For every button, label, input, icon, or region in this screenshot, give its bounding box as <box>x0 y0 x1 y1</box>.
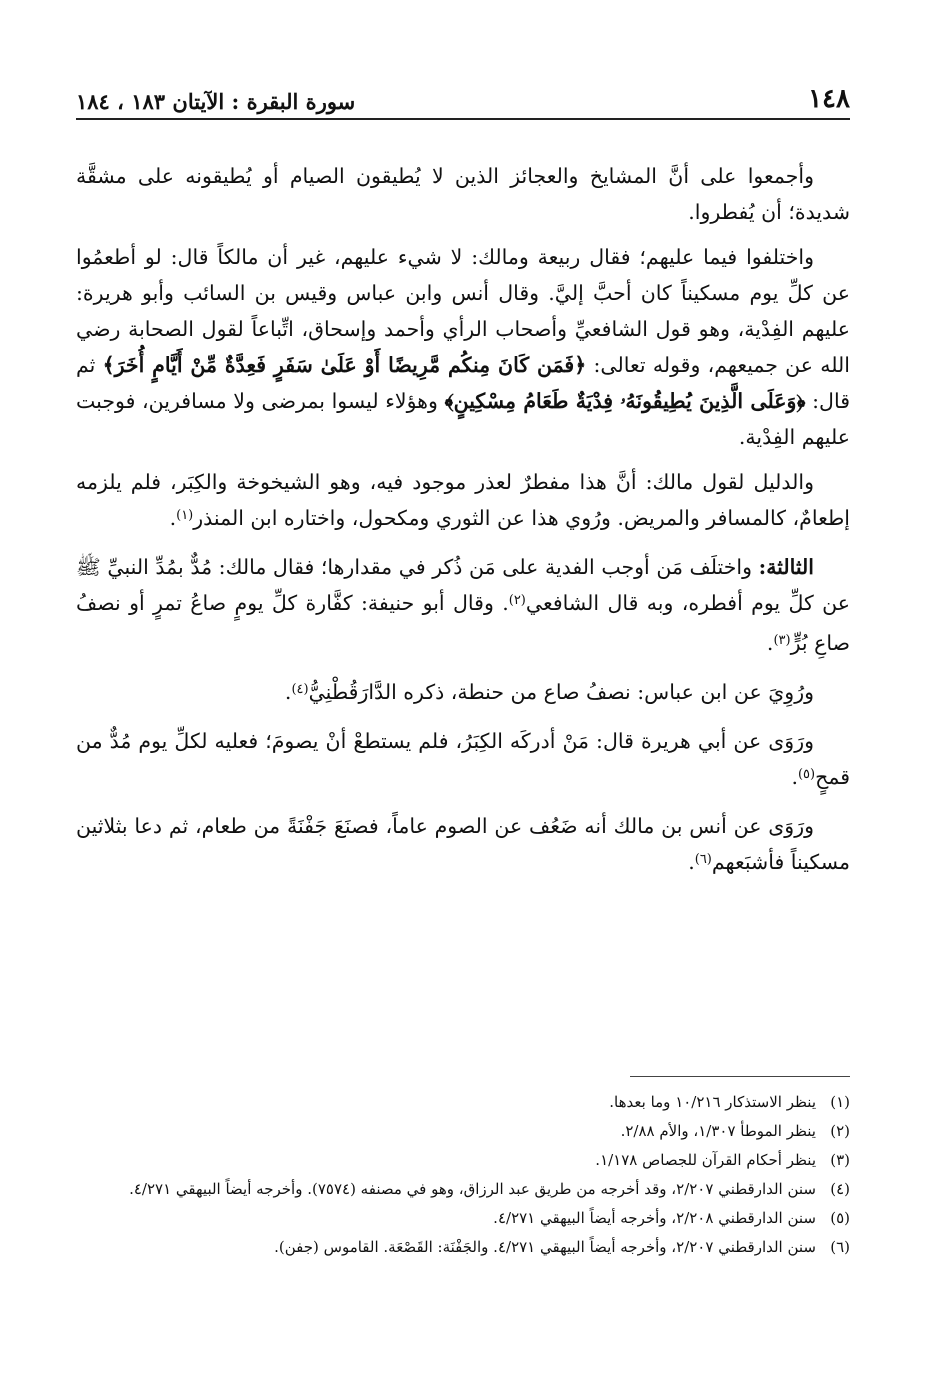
paragraph-text: ورَوَى عن أنس بن مالك أنه ضَعُف عن الصوم عاماً، فصنَعَ جَفْنَةً من طعام، ثم دعا بثلاثين مسكيناً فأشبَعهم <box>76 814 850 874</box>
footnote-divider <box>630 1076 850 1077</box>
footnote-text: ينظر الموطأ ١/٣٠٧، والأم ٢/٨٨. <box>620 1122 816 1140</box>
footnote-number: (١) <box>830 1093 850 1111</box>
footnote-2 <box>76 1117 850 1146</box>
footnote-text: ينظر الاستذكار ١٠/٢١٦ وما بعدها. <box>609 1093 816 1111</box>
paragraph-text: . وقال أبو حنيفة: كفَّارة كلِّ يومٍ صاعُ تمرٍ أو نصفُ صاعِ بُرٍّ <box>76 591 850 655</box>
page-number: ١٤٨ <box>808 84 850 114</box>
footnote-text: سنن الدارقطني ٢/٢٠٧، وقد أخرجه من طريق عبد الرزاق، وهو في مصنفه (٧٥٧٤). وأخرجه أيضاً البيهقي ٤/٢٧١. <box>129 1180 816 1198</box>
footnote-text: سنن الدارقطني ٢/٢٠٨، وأخرجه أيضاً البيهقي ٤/٢٧١. <box>493 1209 816 1227</box>
paragraph-3 <box>76 464 850 540</box>
footnote-5 <box>76 1204 850 1233</box>
footnote-text: سنن الدارقطني ٢/٢٠٧، وأخرجه أيضاً البيهقي ٤/٢٧١. والجَفْنَة: القَصْعَة. القاموس (جفن). <box>274 1238 816 1256</box>
paragraph-text: ورُوِيَ عن ابن عباس: نصفُ صاع من حنطة، ذكره الدَّارَقُطْنِيُّ <box>308 680 814 704</box>
paragraph-5 <box>76 674 850 714</box>
paragraph-text: . <box>284 680 292 704</box>
footnote-ref[interactable]: (٦) <box>694 851 712 867</box>
page-header <box>76 84 850 120</box>
footnote-number: (٥) <box>830 1209 850 1227</box>
quran-verse: ﴿فَمَن كَانَ مِنكُم مَّرِيضًا أَوْ عَلَىٰ سَفَرٍ فَعِدَّةٌ مِّنْ أَيَّامٍ أُخَرَ﴾ <box>102 353 587 377</box>
paragraph-text: وهؤلاء ليسوا بمرضى ولا مسافرين، فوجبت عليهم الفِدْية. <box>76 389 850 449</box>
footnote-4 <box>76 1175 850 1204</box>
paragraph-4 <box>76 549 850 665</box>
running-title: سورة البقرة : الآيتان ١٨٣ ، ١٨٤ <box>76 89 356 114</box>
paragraph-6 <box>76 723 850 799</box>
paragraph-text: . <box>169 506 177 530</box>
paragraph-text: واختلَف مَن أوجب الفدية على مَن ذُكر في مقدارها؛ فقال مالك: مُدٌّ بمُدِّ النبيِّ ﷺ عن كلِّ يوم أفطره، وبه قال الشافعي <box>76 555 850 615</box>
footnote-3 <box>76 1146 850 1175</box>
footnote-1 <box>76 1088 850 1117</box>
main-text <box>76 158 850 893</box>
section-label: الثالثة: <box>758 555 814 579</box>
footnote-number: (٦) <box>830 1238 850 1256</box>
footnote-number: (٣) <box>830 1151 850 1169</box>
paragraph-text: ثم قال: <box>76 353 851 413</box>
footnotes <box>76 1088 850 1262</box>
paragraph-text: . <box>688 850 695 874</box>
paragraph-7 <box>76 808 850 884</box>
quran-verse: ﴿وَعَلَى الَّذِينَ يُطِيقُونَهُۥ فِدْيَةٌ طَعَامُ مِسْكِينٍ﴾ <box>444 389 806 413</box>
paragraph-text: . <box>791 765 798 789</box>
paragraph-2 <box>76 239 850 455</box>
paragraph-text: والدليل لقول مالك: أنَّ هذا مفطرٌ لعذر موجود فيه، وهو الشيخوخة والكِبَر، فلم يلزمه إطعامٌ، كالمسافر والمريض. ورُوي هذا عن الثوري ومكحول، واختاره ابن المنذر <box>76 470 850 530</box>
footnote-number: (٢) <box>830 1122 850 1140</box>
footnote-ref[interactable]: (٤) <box>291 681 309 697</box>
paragraph-text: ورَوَى عن أبي هريرة قال: مَنْ أدركَه الكِبَرُ، فلم يستطعْ أنْ يصومَ؛ فعليه لكلِّ يوم مُدٌّ من قمحٍ <box>76 729 850 789</box>
footnote-number: (٤) <box>830 1180 850 1198</box>
footnote-ref[interactable]: (٥) <box>797 766 816 782</box>
footnote-ref[interactable]: (٢) <box>508 592 526 608</box>
footnote-ref[interactable]: (١) <box>176 507 194 523</box>
footnote-6 <box>76 1233 850 1262</box>
footnote-ref[interactable]: (٣) <box>773 632 791 648</box>
paragraph-text: وأجمعوا على أنَّ المشايخ والعجائز الذين لا يُطيقون الصيام أو يُطيقونه على مشقَّة شديدة؛ أن يُفطروا. <box>76 164 850 224</box>
paragraph-1 <box>76 158 850 230</box>
paragraph-text: واختلفوا فيما عليهم؛ فقال ربيعة ومالك: لا شيء عليهم، غير أن مالكاً قال: لو أطعمُوا عن كلِّ يوم مسكيناً كان أحبَّ إليَّ. وقال أنس وابن عباس وقيس بن السائب وأبو هريرة: عليهم الفِدْية، وهو قول الشافعيِّ وأصحاب الرأي وأحمد وإسحاق، اتِّباعاً لقول الصحابة رضي الله عن جميعهم، وقوله تعالى: <box>76 245 850 377</box>
footnote-text: ينظر أحكام القرآن للجصاص ١/١٧٨. <box>595 1151 816 1169</box>
paragraph-text: . <box>766 631 774 655</box>
